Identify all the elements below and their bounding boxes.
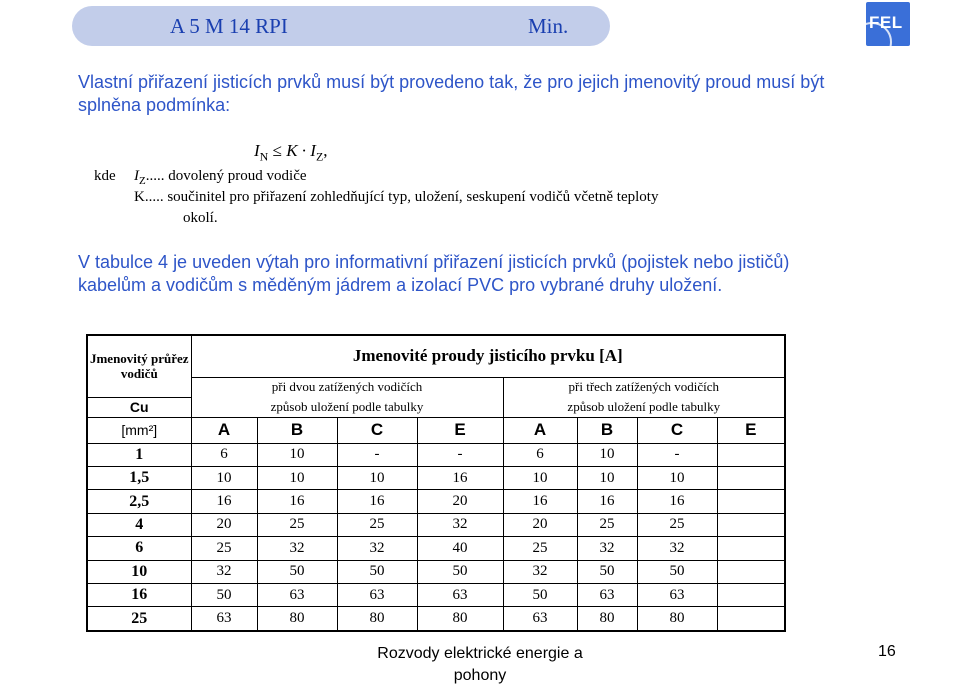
table-cell: -: [417, 443, 503, 466]
method-label-2: způsob uložení podle tabulky: [503, 397, 785, 417]
table-row: [87, 584, 785, 607]
table-cell: 50: [417, 560, 503, 583]
table-row: [87, 466, 785, 489]
row-size: 1,5: [87, 466, 191, 489]
table-cell: [717, 490, 785, 513]
table-cell: 50: [257, 560, 337, 583]
table-cell: [717, 584, 785, 607]
group-three-conductors: při třech zatížených vodičích: [503, 377, 785, 397]
table-cell: 32: [337, 537, 417, 560]
table-cell: 16: [637, 490, 717, 513]
row-size: 2,5: [87, 490, 191, 513]
table-cell: 25: [337, 513, 417, 536]
iz-definition: $I_Z$..... dovolený proud vodiče: [134, 168, 307, 187]
table-cell: 40: [417, 537, 503, 560]
table-cell: 6: [191, 443, 257, 466]
table-cell: 50: [637, 560, 717, 583]
table-cell: 32: [637, 537, 717, 560]
table-row: [87, 607, 785, 631]
table-cell: -: [637, 443, 717, 466]
table-cell: 63: [337, 584, 417, 607]
table-cell: 16: [337, 490, 417, 513]
logo-text: FEL: [869, 13, 903, 32]
table-cell: 32: [257, 537, 337, 560]
row-size: 6: [87, 537, 191, 560]
row-size: 4: [87, 513, 191, 536]
table-row: [87, 537, 785, 560]
table-cell: 80: [637, 607, 717, 631]
table-cell: 63: [503, 607, 577, 631]
table-cell: 80: [337, 607, 417, 631]
table-cell: 10: [337, 466, 417, 489]
method-label-1: způsob uložení podle tabulky: [191, 397, 503, 417]
table-cell: 63: [577, 584, 637, 607]
table-cell: 10: [577, 466, 637, 489]
table-cell: 16: [257, 490, 337, 513]
table-cell: 20: [503, 513, 577, 536]
method-letter: A: [191, 417, 257, 443]
table-cell: 16: [577, 490, 637, 513]
table-cell: -: [337, 443, 417, 466]
row-size: 1: [87, 443, 191, 466]
row-size: 16: [87, 584, 191, 607]
table-cell: 25: [577, 513, 637, 536]
table-cell: 63: [191, 607, 257, 631]
table-cell: 10: [257, 443, 337, 466]
page-number: 16: [878, 643, 896, 660]
table-intro-paragraph: V tabulce 4 je uveden výtah pro informativní přiřazení jisticích prvků (pojistek nebo jističů) kabelům a vodičům s měděným jádrem a izolací PVC pro vybrané druhy uložení.: [78, 252, 790, 295]
table-cell: 32: [417, 513, 503, 536]
corner-cell: Jmenovitý průřez vodičů: [87, 335, 191, 397]
method-letter: C: [637, 417, 717, 443]
table-cell: 63: [257, 584, 337, 607]
table-cell: 32: [503, 560, 577, 583]
table-cell: 25: [637, 513, 717, 536]
table-cell: 32: [191, 560, 257, 583]
method-letter: B: [257, 417, 337, 443]
fuse-rating-table: [86, 334, 784, 632]
table-cell: 80: [577, 607, 637, 631]
table-cell: 6: [503, 443, 577, 466]
row-size: 25: [87, 607, 191, 631]
table-cell: 25: [257, 513, 337, 536]
formula-line: $I_N \le K \cdot I_Z$,: [254, 141, 328, 164]
kde-label: kde: [94, 168, 116, 184]
fel-logo: [866, 2, 910, 46]
table-cell: 16: [191, 490, 257, 513]
table-row: [87, 443, 785, 466]
method-letter: A: [503, 417, 577, 443]
table-cell: 63: [417, 584, 503, 607]
main-header: Jmenovité proudy jisticího prvku [A]: [191, 335, 785, 377]
method-letter: C: [337, 417, 417, 443]
table-row: [87, 513, 785, 536]
table-cell: 20: [417, 490, 503, 513]
table-cell: 63: [637, 584, 717, 607]
table-cell: 16: [417, 466, 503, 489]
table-cell: 10: [503, 466, 577, 489]
table-cell: 10: [637, 466, 717, 489]
table-cell: 80: [417, 607, 503, 631]
group-two-conductors: při dvou zatížených vodičích: [191, 377, 503, 397]
slide-min-label: Min.: [528, 14, 569, 38]
k-definition-cont: okolí.: [183, 210, 218, 226]
footer-text: Rozvody elektrické energie a pohony: [377, 645, 583, 684]
table-cell: [717, 607, 785, 631]
table-cell: 25: [503, 537, 577, 560]
table-cell: 32: [577, 537, 637, 560]
slide-course-code: A 5 M 14 RPI: [170, 14, 288, 38]
table-cell: 80: [257, 607, 337, 631]
table-cell: 10: [577, 443, 637, 466]
material-label: Cu: [87, 397, 191, 417]
table-cell: [717, 537, 785, 560]
k-definition: K..... součinitel pro přiřazení zohledňující typ, uložení, seskupení vodičů včetně teploty: [134, 189, 659, 205]
table-cell: [717, 560, 785, 583]
method-letter: B: [577, 417, 637, 443]
method-letter: E: [417, 417, 503, 443]
unit-label: [mm²]: [87, 417, 191, 443]
table-cell: 50: [503, 584, 577, 607]
table-row: [87, 490, 785, 513]
table-cell: [717, 466, 785, 489]
method-letter: E: [717, 417, 785, 443]
table-cell: 50: [191, 584, 257, 607]
rating-table: [86, 334, 786, 632]
table-cell: 20: [191, 513, 257, 536]
table-cell: [717, 513, 785, 536]
table-cell: 25: [191, 537, 257, 560]
table-cell: 10: [257, 466, 337, 489]
table-cell: 16: [503, 490, 577, 513]
table-row: [87, 560, 785, 583]
table-cell: [717, 443, 785, 466]
table-cell: 50: [337, 560, 417, 583]
table-cell: 50: [577, 560, 637, 583]
intro-paragraph: Vlastní přiřazení jisticích prvků musí být provedeno tak, že pro jejich jmenovitý proud musí být splněna podmínka:: [78, 72, 825, 115]
table-cell: 10: [191, 466, 257, 489]
formula-block: [88, 137, 788, 229]
row-size: 10: [87, 560, 191, 583]
